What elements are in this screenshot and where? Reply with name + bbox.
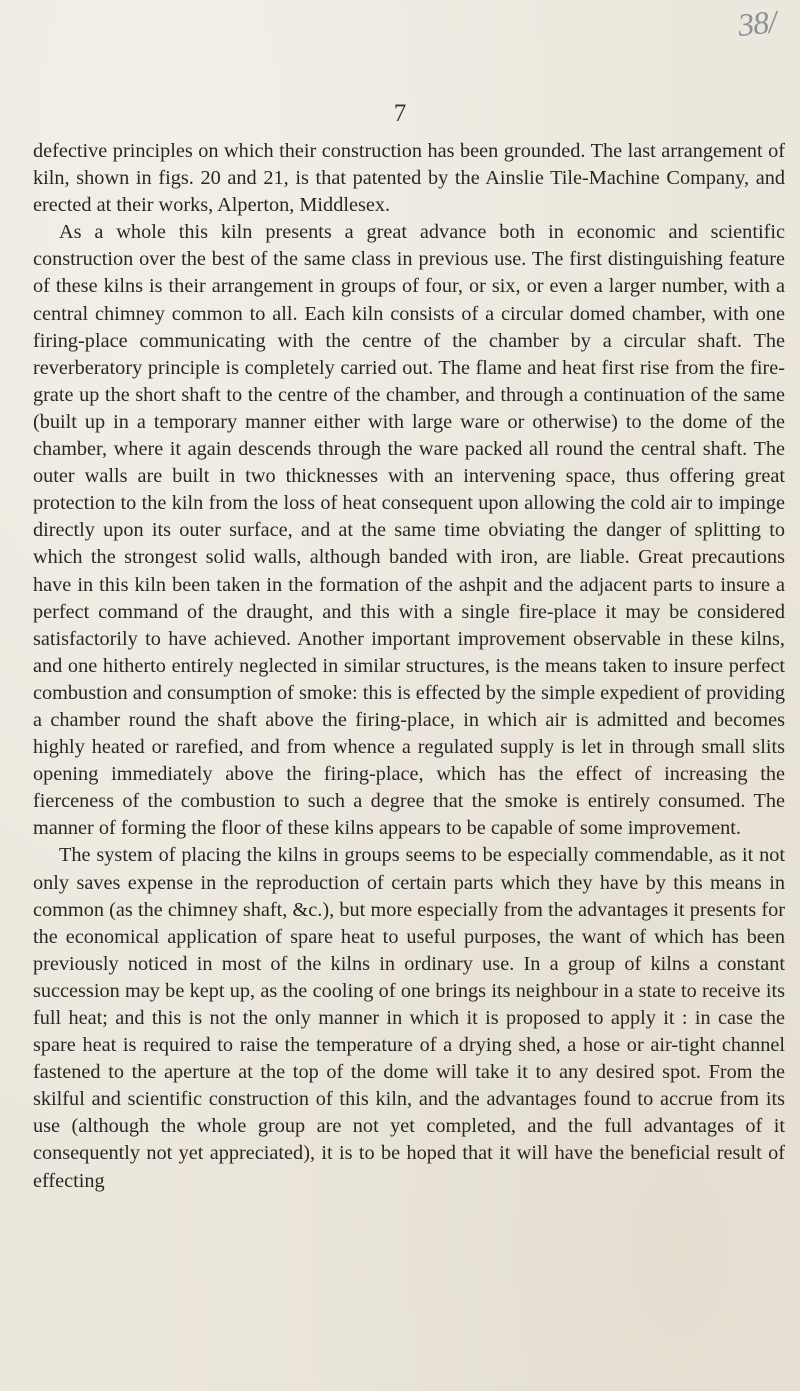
handwritten-shelfmark: 38/ — [736, 3, 778, 43]
paragraph-group-system: The system of placing the kilns in groups seems to be especially commendable, as it not only saves expense in the reproduction of certain parts which they have by this means in common (as the chimney shaft, &c.), but more especially from the advantages it presents for the economical application of spare heat to useful purposes, the want of which has been previously noticed in most of the kilns in ordinary use. In a group of kilns a constant succession may be kept up, as the cooling of one brings its neighbour in a state to receive its full heat; and this is not the only manner in which it is proposed to apply it : in case the spare heat is required to raise the temperature of a drying shed, a hose or air-tight channel fastened to the aperture at the top of the dome will take it to any desired spot. From the skilful and scientific construction of this kiln, and the advantages found to accrue from its use (although the whole group are not yet completed, and the full advantages of it consequently not yet appreciated), it is to be hoped that it will have the beneficial result of effecting — [33, 844, 785, 1192]
body-text — [33, 138, 785, 1195]
paragraph-kiln-description: As a whole this kiln presents a great advance both in economic and scientific construction over the best of the same class in previous use. The first distinguishing feature of these kilns is their arrangement in groups of four, or six, or even a larger number, with a central chimney common to all. Each kiln consists of a circular domed chamber, with one firing-place communicating with the centre of the chamber by a circular shaft. The reverberatory principle is completely carried out. The flame and heat first rise from the fire-grate up the short shaft to the centre of the chamber, and through a continuation of the same (built up in a temporary manner either with large ware or otherwise) to the dome of the chamber, where it again descends through the ware packed all round the central shaft. The outer walls are built in two thicknesses with an intervening space, thus offering great protection to the kiln from the loss of heat consequent upon allowing the cold air to impinge directly upon its outer surface, and at the same time obviating the danger of splitting to which the strongest solid walls, although banded with iron, are liable. Great precautions have in this kiln been taken in the formation of the ashpit and the adjacent parts to insure a perfect command of the draught, and this with a single fire-place it may be considered satisfactorily to have achieved. Another important improvement observable in these kilns, and one hitherto entirely neglected in similar structures, is the means taken to insure perfect combustion and consumption of smoke: this is effected by the simple expedient of providing a chamber round the shaft above the firing-place, in which air is admitted and becomes highly heated or rarefied, and from whence a regulated supply is let in through small slits opening immediately above the firing-place, which has the effect of increasing the fierceness of the combustion to such a degree that the smoke is entirely consumed. The manner of forming the floor of these kilns appears to be capable of some improvement. — [33, 221, 785, 840]
page-number: 7 — [393, 100, 407, 127]
paragraph-continuation: defective principles on which their construction has been grounded. The last arrangement of kiln, shown in figs. 20 and 21, is that patented by the Ainslie Tile-Machine Company, and erected at their works, Alperton, Middlesex. — [33, 140, 785, 217]
